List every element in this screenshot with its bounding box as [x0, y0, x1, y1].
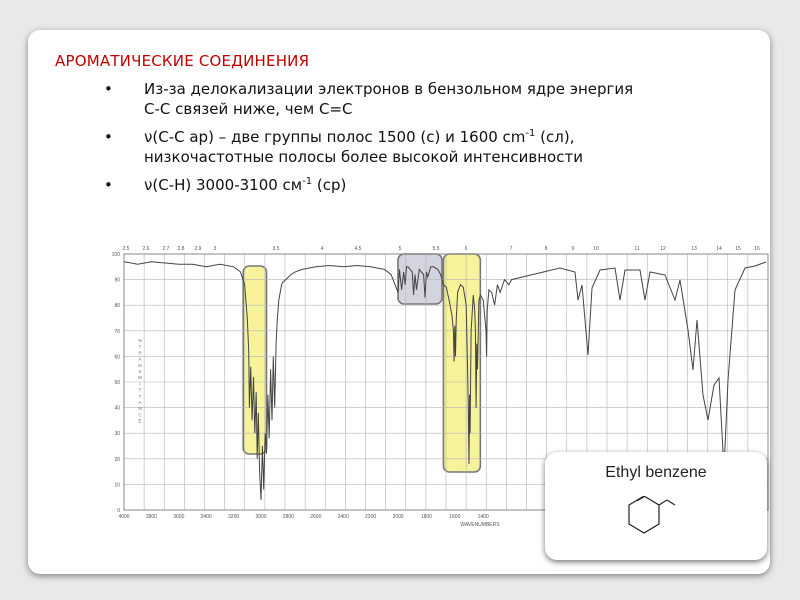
top-tick-label: 4 — [320, 246, 324, 252]
x-axis-label: WAVENUMBERS — [460, 522, 500, 528]
top-tick-label: 2.6 — [142, 246, 150, 252]
top-tick-label: 9 — [571, 246, 575, 252]
top-tick-label: 16 — [754, 246, 760, 252]
top-tick-label: 2.7 — [162, 246, 170, 252]
y-axis-label-letter: R — [138, 350, 142, 356]
ethylbenzene-structure-icon — [615, 496, 695, 556]
bullet-1-line-1: Из-за делокализации электронов в бензольном ядре энергия — [144, 80, 634, 98]
x-tick-label: 4000 — [118, 514, 130, 520]
y-axis-label-letter: A — [138, 356, 142, 362]
bullet-marker-3: • — [104, 176, 113, 194]
x-tick-label: 3400 — [200, 514, 212, 520]
x-tick-label: 3800 — [145, 514, 157, 520]
top-tick-label: 12 — [660, 246, 666, 252]
highlight-box-3 — [443, 254, 480, 472]
x-tick-label: 2200 — [365, 514, 377, 520]
y-tick-label: 40 — [114, 405, 120, 412]
y-axis-label-letter: M — [138, 375, 142, 381]
y-axis-label-letter: N — [138, 362, 142, 368]
ethyl-bond-1 — [659, 500, 667, 505]
y-axis-label-letter: E — [138, 418, 142, 424]
x-tick-label: 2800 — [282, 514, 294, 520]
bullet-1-line-2: С-С связей ниже, чем С=С — [144, 100, 353, 118]
y-axis-label-letter: N — [138, 406, 142, 412]
slide-heading: АРОМАТИЧЕСКИЕ СОЕДИНЕНИЯ — [55, 52, 310, 70]
x-tick-label: 2000 — [392, 514, 404, 520]
top-tick-label: 6 — [464, 246, 468, 252]
top-tick-label: 11 — [634, 246, 640, 252]
inset-title: Ethyl benzene — [605, 464, 707, 481]
top-tick-label: 14 — [716, 246, 722, 252]
y-axis-label-letter: T — [138, 344, 142, 350]
y-tick-label: 30 — [114, 431, 120, 438]
y-axis-label-letter: C — [138, 412, 142, 418]
top-tick-label: 10 — [593, 246, 599, 252]
bullet-2-text-b: (сл), — [535, 128, 575, 146]
ethyl-bond-2 — [667, 500, 675, 505]
molecule-inset — [545, 452, 767, 560]
top-tick-label: 3 — [213, 246, 217, 252]
bullet-marker-2: • — [104, 128, 113, 146]
y-axis-label-letter: T — [138, 387, 142, 393]
y-axis-label-letter: A — [138, 400, 142, 405]
bullet-3-superscript: -1 — [302, 176, 313, 187]
y-tick-label: 60 — [114, 354, 120, 361]
top-tick-label: 2.9 — [194, 246, 202, 252]
top-tick-label: 4.5 — [354, 246, 362, 252]
top-tick-label: 15 — [735, 246, 741, 252]
x-tick-label: 3600 — [173, 514, 185, 520]
top-tick-label: 13 — [691, 246, 697, 252]
bullet-2-line-2: низкочастотные полосы более высокой интенсивности — [144, 148, 583, 166]
x-tick-label: 3200 — [228, 514, 240, 520]
bullet-marker-1: • — [104, 80, 113, 98]
top-tick-label: 8 — [544, 246, 548, 252]
y-tick-label: 50 — [114, 380, 120, 386]
y-tick-label: 80 — [114, 303, 120, 310]
top-tick-label: 5 — [398, 246, 402, 252]
top-tick-label: 3.5 — [272, 246, 280, 252]
y-axis-label-letter: I — [139, 381, 141, 387]
benzene-ring — [629, 496, 659, 533]
y-axis-label-letter: T — [138, 393, 142, 399]
top-tick-label: 2.8 — [177, 246, 185, 252]
bullet-3-text-a: ν(С-Н) 3000-3100 см — [144, 176, 303, 194]
bullet-2-text-a: ν(С-С ар) – две группы полос 1500 (с) и 1600 cm — [144, 128, 526, 146]
x-tick-label: 1600 — [449, 514, 461, 520]
y-tick-label: 10 — [114, 482, 120, 489]
bullet-3-text-b: (ср) — [312, 176, 347, 194]
y-tick-label: 100 — [111, 252, 120, 258]
x-tick-label: 3000 — [255, 514, 267, 520]
y-tick-label: 0 — [117, 508, 120, 514]
x-tick-label: 1800 — [420, 514, 432, 520]
x-tick-label: 2600 — [310, 514, 322, 520]
y-axis-label-letter: % — [137, 338, 143, 343]
top-tick-label: 2.5 — [122, 246, 130, 252]
top-tick-label: 7 — [509, 246, 513, 252]
y-tick-label: 90 — [114, 277, 120, 284]
x-tick-label: 1400 — [477, 514, 489, 520]
y-tick-label: 70 — [114, 328, 120, 335]
bullet-2-superscript: -1 — [525, 128, 536, 139]
y-axis-label-letter: S — [138, 369, 142, 374]
y-tick-label: 20 — [114, 456, 120, 463]
top-tick-label: 5.5 — [432, 246, 440, 252]
x-tick-label: 2400 — [337, 514, 349, 520]
